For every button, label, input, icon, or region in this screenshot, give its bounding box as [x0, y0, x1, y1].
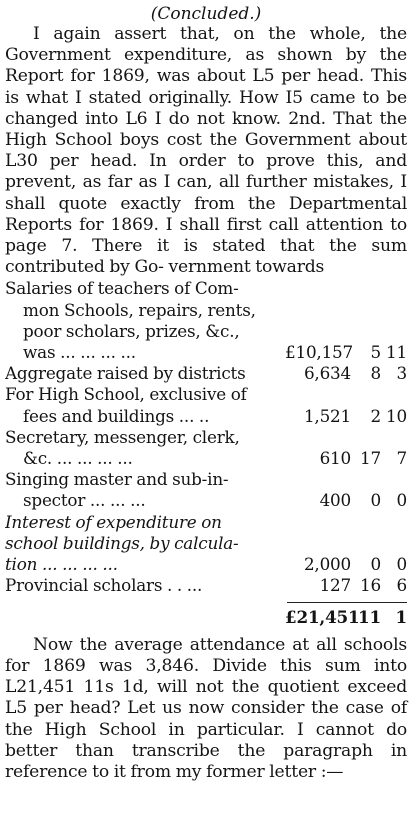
row-description — [5, 427, 283, 469]
description-line: &c. ... ... ... ... — [23, 448, 133, 469]
intro-line: Government expenditure, as shown by the — [5, 45, 407, 66]
intro-line: is stated that the sum contributed by Go- — [5, 236, 408, 278]
amount-shillings: 17 — [360, 448, 381, 469]
amount-shillings: 5 — [370, 342, 381, 363]
intro-paragraph — [5, 24, 407, 278]
description-line: fees and buildings ... .. — [23, 405, 210, 426]
description-line: school buildings, by calcula- — [5, 532, 239, 553]
total-shillings: 11 — [358, 607, 381, 628]
amount-pence: 0 — [396, 554, 407, 575]
amount-shillings: 16 — [360, 575, 381, 596]
amount-pence: 6 — [396, 575, 407, 596]
amount-pounds: 400 — [319, 490, 351, 511]
row-description — [5, 363, 283, 384]
expenditure-row — [5, 427, 407, 469]
amount-pence: 10 — [386, 405, 407, 426]
row-description — [5, 575, 283, 596]
description-line: tion ... ... ... ... — [5, 554, 118, 575]
amount-pounds: £10,157 — [285, 342, 353, 363]
continuation-heading: (Concluded.) — [150, 4, 262, 24]
outro-paragraph — [5, 635, 407, 783]
row-amount — [283, 575, 407, 596]
intro-line: from the Departmental Reports for 1869. I — [5, 193, 407, 235]
expenditure-row — [5, 278, 407, 363]
amount-pounds: 1,521 — [303, 405, 351, 426]
intro-line: vernment towards — [168, 257, 325, 278]
expenditure-row — [5, 469, 407, 511]
description-line: Singing master and sub-in- — [5, 469, 229, 490]
amount-pence: 7 — [396, 448, 407, 469]
total-amount — [283, 607, 407, 628]
row-amount — [283, 490, 407, 511]
row-amount — [283, 406, 407, 427]
amount-shillings: 8 — [370, 363, 381, 384]
intro-line: This is what I stated originally. How I5 — [5, 66, 407, 108]
intro-line: all further mistakes, I shall quote exactly — [5, 172, 408, 214]
row-description — [5, 512, 283, 576]
description-line: Provincial scholars . . ... — [5, 575, 203, 596]
total-row — [5, 603, 407, 634]
row-description — [5, 384, 283, 426]
row-amount — [283, 342, 407, 363]
amount-shillings: 0 — [370, 554, 381, 575]
amount-pounds: 2,000 — [303, 554, 351, 575]
row-description — [5, 278, 283, 363]
intro-line: shall first call attention to page 7. There it — [5, 214, 408, 257]
intro-line: came to be changed into L6 I do not know. — [5, 87, 407, 129]
intro-line: Report for 1869, was about L5 per head. — [5, 66, 364, 87]
description-line: poor scholars, prizes, &c., — [23, 320, 240, 341]
description-line: spector ... ... ... — [23, 490, 146, 511]
total-pounds: £21,451 — [285, 607, 360, 628]
amount-shillings: 0 — [370, 490, 381, 511]
outro-line: reference to it from my former letter :— — [5, 761, 344, 782]
row-amount — [283, 363, 407, 384]
description-line: Aggregate raised by districts — [5, 363, 246, 384]
expenditure-row — [5, 384, 407, 426]
description-line: Interest of expenditure on — [5, 511, 222, 532]
outro-line: Now the average attendance at all schools — [33, 634, 407, 655]
amount-pounds: 6,634 — [303, 363, 351, 384]
intro-line: I again assert that, on the whole, the — [33, 24, 407, 44]
intro-line: 2nd. That the High School boys cost the — [5, 108, 407, 151]
amount-pounds: 610 — [319, 448, 351, 469]
outro-line: do better than transcribe the paragraph in — [5, 719, 408, 761]
amount-pence: 11 — [386, 342, 407, 363]
expenditure-table — [5, 278, 407, 634]
row-amount — [283, 448, 407, 469]
amount-pounds: 127 — [319, 575, 351, 596]
amount-pence: 3 — [396, 363, 407, 384]
intro-line: to prove this, and prevent, as far as I can, — [5, 151, 407, 193]
outro-line: L5 per head? Let us now consider the case — [5, 698, 384, 719]
description-line: For High School, exclusive of — [5, 384, 247, 405]
intro-line: Government about L30 per head. In order — [5, 130, 408, 172]
description-line: Secretary, messenger, clerk, — [5, 426, 240, 447]
expenditure-row — [5, 512, 407, 576]
row-description — [5, 469, 283, 511]
amount-shillings: 2 — [370, 405, 381, 426]
description-line: was ... ... ... ... — [23, 342, 136, 363]
outro-line: for 1869 was 3,846. Divide this sum into — [5, 655, 407, 676]
row-amount — [283, 554, 407, 575]
outro-line: of the High School in particular. I cannot — [5, 698, 407, 740]
total-pence: 1 — [395, 607, 407, 628]
amount-pence: 0 — [396, 490, 407, 511]
expenditure-row — [5, 363, 407, 384]
outro-line: L21,451 11s 1d, will not the quotient exceed — [5, 677, 407, 698]
expenditure-row — [5, 575, 407, 596]
description-line: Salaries of teachers of Com- — [5, 278, 239, 299]
description-line: mon Schools, repairs, rents, — [23, 299, 256, 320]
